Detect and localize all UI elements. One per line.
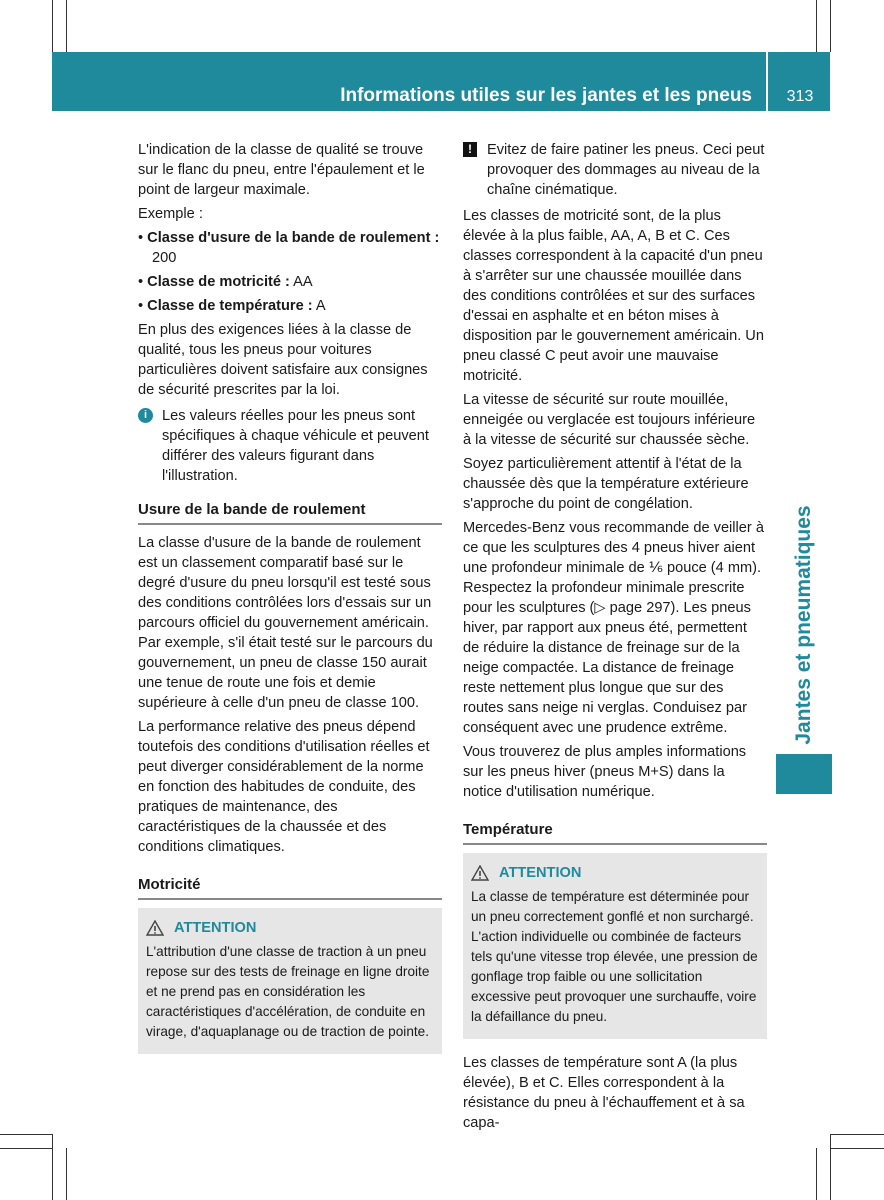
crop-mark — [830, 1134, 831, 1200]
paragraph: La vitesse de sécurité sur route mouillée, enneigée ou verglacée est toujours inférieure à la vitesse de sécurité sur chaussée sèche. — [463, 392, 756, 448]
list-item-value: 200 — [152, 250, 177, 266]
page-title: Informations utiles sur les jantes et les pneus — [340, 85, 752, 106]
warning-triangle-icon — [146, 920, 164, 936]
page-number: 313 — [786, 88, 814, 105]
paragraph: Exemple : — [138, 206, 203, 222]
crop-mark — [52, 1134, 53, 1200]
crop-mark — [0, 1134, 52, 1135]
crop-mark — [816, 1148, 817, 1200]
crop-mark — [830, 1134, 884, 1135]
section-heading: Usure de la bande de roulement — [138, 500, 442, 525]
crop-mark — [816, 0, 817, 52]
attention-box — [138, 908, 442, 1054]
paragraph: La performance relative des pneus dépend toutefois des conditions d'utilisation réelles et peut diverger considérablement de la norme en fonction des habitudes de conduite, des pratiques de maintenance, des caractéristiques de la chaussée et des conditions climatiques. — [138, 719, 430, 855]
attention-label: ATTENTION — [499, 865, 582, 881]
crop-mark — [830, 1148, 884, 1149]
paragraph: Vous trouverez de plus amples informations sur les pneus hiver (pneus M+S) dans la notice d'utilisation numérique. — [463, 744, 747, 800]
list-item-value: AA — [289, 274, 313, 290]
info-note — [138, 406, 442, 486]
section-heading: Motricité — [138, 875, 442, 900]
paragraph: Les classes de température sont A (la plus élevée), B et C. Elles correspondent à la résistance du pneu à l'échauffement et à sa capa- — [463, 1055, 745, 1131]
list-item-label: Classe d'usure de la bande de roulement : — [147, 230, 440, 246]
attention-header — [471, 863, 759, 883]
info-icon: i — [138, 408, 153, 423]
left-column — [138, 140, 442, 1068]
attention-box — [463, 853, 767, 1039]
paragraph: Mercedes-Benz vous recommande de veiller à ce que les sculptures des 4 pneus hiver aient une profondeur minimale de ⅙ pouce (4 mm). Respectez la profondeur minimale prescrite pour les sculptures (▷ page 297). Les pneus hiver, par rapport aux pneus été, permettent de réduire la distance de freinage sur de la neige compactée. La distance de freinage reste nettement plus longue que sur des routes sans neige ni verglas. Conduisez par conséquent avec une prudence extrême. — [463, 520, 764, 736]
crop-mark — [66, 0, 67, 52]
attention-text: L'attribution d'une classe de traction à un pneu repose sur des tests de freinage en ligne droite et ne prend pas en considération les caractéristiques d'accélération, de conduite en virage, d'aquaplanage ou de traction de pointe. — [146, 944, 430, 1039]
attention-label: ATTENTION — [174, 920, 257, 936]
right-column — [463, 140, 767, 1137]
caution-note-text: Evitez de faire patiner les pneus. Ceci peut provoquer des dommages au niveau de la chaîne cinématique. — [487, 142, 765, 198]
caution-note — [463, 140, 767, 200]
paragraph: Les classes de motricité sont, de la plus élevée à la plus faible, AA, A, B et C. Ces classes correspondent à la capacité d'un pneu à s'arrêter sur une chaussée mouillée dans des conditions contrôlées et sur des surfaces d'essai en asphalte et en béton mises à disposition par le gouvernement américain. Un pneu classé C peut avoir une mauvaise motricité. — [463, 208, 764, 384]
warning-triangle-icon — [471, 865, 489, 881]
attention-text: La classe de température est déterminée pour un pneu correctement gonflé et non surchargé. L'action individuelle ou combinée de facteurs tels qu'une vitesse trop élevée, une pression de gonflage trop faible ou une sollicitation excessive peut provoquer une surchauffe, voire la défaillance du pneu. — [471, 889, 758, 1024]
list-item: • Classe d'usure de la bande de roulement : 200 — [138, 230, 440, 266]
list-item: • Classe de température : A — [138, 298, 326, 314]
chapter-tab — [776, 490, 832, 760]
section-heading: Température — [463, 820, 767, 845]
paragraph: Soyez particulièrement attentif à l'état de la chaussée dès que la température extérieure s'approche du point de congélation. — [463, 456, 749, 512]
attention-header — [146, 918, 434, 938]
chapter-tab-marker — [776, 754, 832, 794]
header-divider — [766, 52, 768, 111]
crop-mark — [66, 1148, 67, 1200]
paragraph: En plus des exigences liées à la classe de qualité, tous les pneus pour voitures particulières doivent satisfaire aux consignes de sécurité prescrites par la loi. — [138, 322, 428, 398]
list-item-label: Classe de température : — [147, 298, 313, 314]
paragraph: L'indication de la classe de qualité se trouve sur le flanc du pneu, entre l'épaulement et le point de largeur maximale. — [138, 142, 425, 198]
crop-mark — [0, 1148, 52, 1149]
crop-mark — [52, 0, 53, 52]
paragraph: La classe d'usure de la bande de roulement est un classement comparatif basé sur le degré d'usure du pneu lorsqu'il est testé sous des conditions contrôlées lors d'essais sur un parcours officiel du gouvernement américain. Par exemple, s'il était testé sur le parcours du gouvernement, un pneu de classe 150 aurait une tenue de route une fois et demie supérieure à celle d'un pneu de classe 100. — [138, 535, 433, 711]
list-item: • Classe de motricité : AA — [138, 274, 313, 290]
info-note-text: Les valeurs réelles pour les pneus sont spécifiques à chaque véhicule et peuvent différer des valeurs figurant dans l'illustration. — [162, 408, 429, 484]
chapter-tab-label: Jantes et pneumatiques — [792, 505, 815, 745]
crop-mark — [830, 0, 831, 52]
list-item-label: Classe de motricité : — [147, 274, 290, 290]
exclamation-icon: ! — [463, 142, 477, 157]
list-item-value: A — [312, 298, 326, 314]
